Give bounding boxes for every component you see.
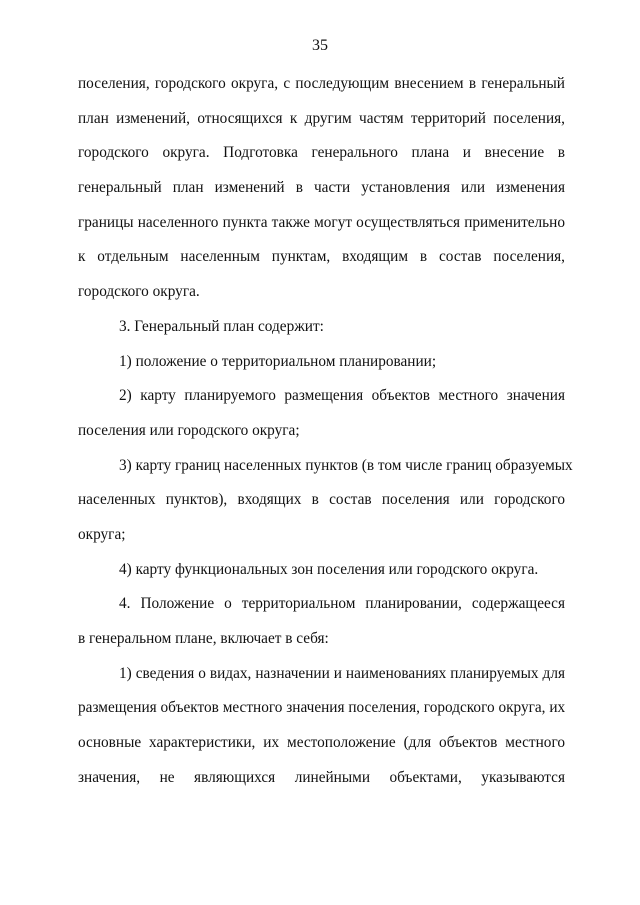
text-line: генеральный план изменений в части установления или изменения bbox=[78, 179, 565, 197]
text-line: 3) карту границ населенных пунктов (в том числе границ образуемых bbox=[119, 456, 573, 474]
text-line: поселения, городского округа, с последующим внесением в генеральный bbox=[78, 75, 565, 92]
text-line: поселения или городского округа; bbox=[78, 421, 300, 439]
text-line: 1) положение о территориальном планировании; bbox=[119, 352, 437, 370]
text-line: к отдельным населенным пунктам, входящим в состав поселения, bbox=[78, 248, 565, 266]
text-line: размещения объектов местного значения поселения, городского округа, их bbox=[78, 699, 566, 717]
page-number: 35 bbox=[312, 37, 328, 54]
text-line: 1) сведения о видах, назначении и наименованиях планируемых для bbox=[119, 664, 565, 682]
text-line: 4. Положение о территориальном планировании, содержащееся bbox=[119, 595, 565, 613]
text-line: населенных пунктов), входящих в состав поселения или городского bbox=[78, 491, 565, 509]
document-body bbox=[78, 67, 573, 795]
text-line: округа; bbox=[78, 525, 126, 543]
text-line: границы населенного пункта также могут осуществляться применительно bbox=[78, 213, 565, 231]
text-line: 2) карту планируемого размещения объектов местного значения bbox=[119, 387, 565, 405]
text-line: основные характеристики, их местоположение (для объектов местного bbox=[78, 734, 565, 752]
text-line: в генеральном плане, включает в себя: bbox=[78, 630, 329, 647]
text-line: городского округа. bbox=[78, 283, 200, 301]
text-line: городского округа. Подготовка генерального плана и внесение в bbox=[78, 144, 565, 162]
text-line: значения, не являющихся линейными объектами, указываются bbox=[78, 768, 565, 786]
text-line: план изменений, относящихся к другим частям территорий поселения, bbox=[78, 109, 565, 127]
text-line: 3. Генеральный план содержит: bbox=[119, 317, 324, 335]
text-line: 4) карту функциональных зон поселения или городского округа. bbox=[119, 560, 539, 578]
